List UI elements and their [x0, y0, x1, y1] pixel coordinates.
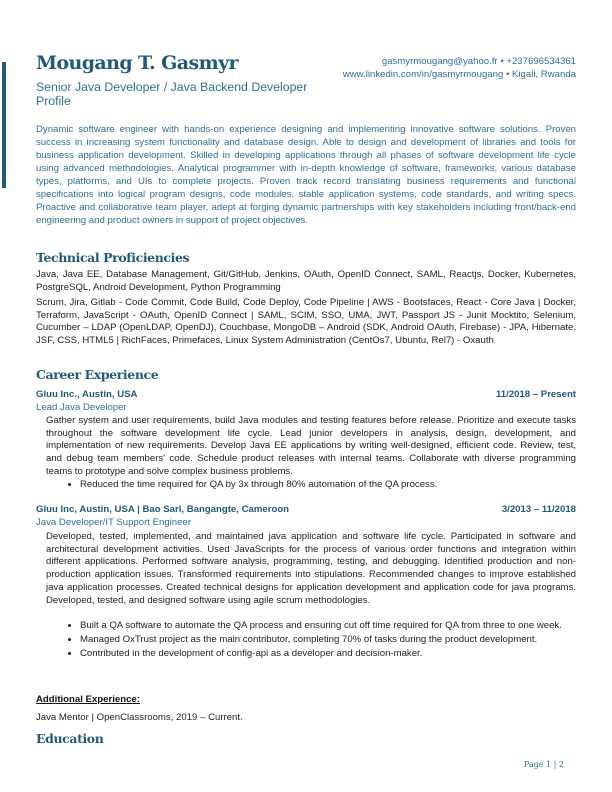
contact-email-phone: gasmyrmougang@yahoo.fr • +237696534361 [381, 56, 576, 67]
job-bullet: • Built a QA software to automate the QA process and ensuring cut off time required for QA from three to one week. [80, 620, 596, 633]
job-bullets [60, 620, 596, 663]
job-header [36, 389, 576, 400]
job-dates: 11/2018 – Present [495, 389, 576, 400]
accent-bar [2, 62, 6, 188]
section-heading-career: Career Experience [36, 367, 159, 382]
job-company: Gluu Inc, Austin, USA | Bao Sarl, Bangangte, Cameroon [36, 504, 290, 515]
profile-summary: Dynamic software engineer with hands-on experience designing and implementing innovative software solutions. Proven success in increasing system functionality and database design. Able to design and development of libraries and tools for business application development. Skilled in developing applications through all phases of software development life cycle using advanced methodologies. Analytical programmer with in-depth knowledge of software, frameworks, various database types, platforms, and UIs to complete projects. Proven track record translating business requirements and functional specifications into logical program designs, code modules, stable application systems, code standards, and writing specs. Proactive and collaborative team player, adept at forging dynamic partnerships with key stakeholders including front/back-end engineering and product owners in support of project objectives. [36, 124, 576, 226]
job-dates: 3/2013 – 11/2018 [501, 504, 576, 515]
page-number: Page 1 | 2 [523, 760, 564, 769]
job-bullet: • Reduced the time required for QA by 3x through 80% automation of the QA process. [80, 479, 596, 492]
technical-skills-detailed: Scrum, Jira, Gitlab - Code Commit, Code Build, Code Deploy, Code Pipeline | AWS - Bootsfaces, React - Core Java | Docker, Terraform, JavaScript - OAuth, OpenID Connect | SAML, SCIM, SSO, UMA, JWT, Passport JS - Junit Mocktito, Selenium, Cucumber – LDAP (OpenLDAP, OpenDJ), Couchbase, MongoDB – Android (SDK, Android OAuth, Firebase) - JPA, Hibernate, JSF, CSS, HTML5 | RichFaces, Primefaces, Linux System Administration (CentOs7, Ubuntu, Rel7) - Oxauth [36, 297, 576, 347]
job-bullet: • Contributed in the development of config-api as a developer and decision-maker. [80, 648, 596, 661]
job-role: Lead Java Developer [36, 402, 127, 413]
job-description: Developed, tested, implemented, and maintained java application and software life cycle. Participated in software and architectural development activities. Used JavaScripts for the process of various order functions and integration within different applications. Performed software analysis, programming, testing, and debugging. Identified production and non-production application issues. Transformed requirements into stipulations. Recommended changes to improve established java application processes. Created technical designs for application development and application code for java programs. Developed, tested, and designed software using agile scrum methodologies. [46, 531, 576, 606]
job-bullet: • Managed OxTrust project as the main contributor, completing 70% of tasks during the product development. [80, 634, 596, 647]
job-bullets [60, 479, 596, 493]
job-role: Java Developer/IT Support Engineer [36, 517, 192, 528]
additional-experience-text: Java Mentor | OpenClassrooms, 2019 – Current. [36, 712, 243, 723]
candidate-name: Mougang T. Gasmyr [36, 52, 238, 74]
job-header [36, 504, 576, 515]
contact-linkedin-location: www.linkedin.com/in/gasmyrmougang • Kigali, Rwanda [342, 69, 576, 80]
section-heading-technical: Technical Proficiencies [36, 250, 190, 265]
additional-experience-heading: Additional Experience: [36, 694, 140, 705]
section-heading-education: Education [36, 731, 104, 746]
technical-skills-primary: Java, Java EE, Database Management, Git/GitHub, Jenkins, OAuth, OpenID Connect, SAML, Reactjs, Docker, Kubernetes, PostgreSQL, Android Development, Python Programming [36, 269, 576, 293]
contact-block [343, 55, 576, 81]
job-description: Gather system and user requirements, build Java modules and testing features before release. Prioritize and execute tasks throughout the software development life cycle. Lead junior developers in analysis, design, development, and implementation of new requirements. Develop Java EE applications by writing well-designed, efficient code. Review, test, and debug team members' code. Schedule product releases with internal teams. Collaborate with diverse programming teams to prototype and solve complex business problems. [46, 415, 576, 477]
candidate-subtitle: Senior Java Developer / Java Backend Developer Profile [36, 80, 308, 108]
job-company: Gluu Inc., Austin, USA [36, 389, 138, 400]
